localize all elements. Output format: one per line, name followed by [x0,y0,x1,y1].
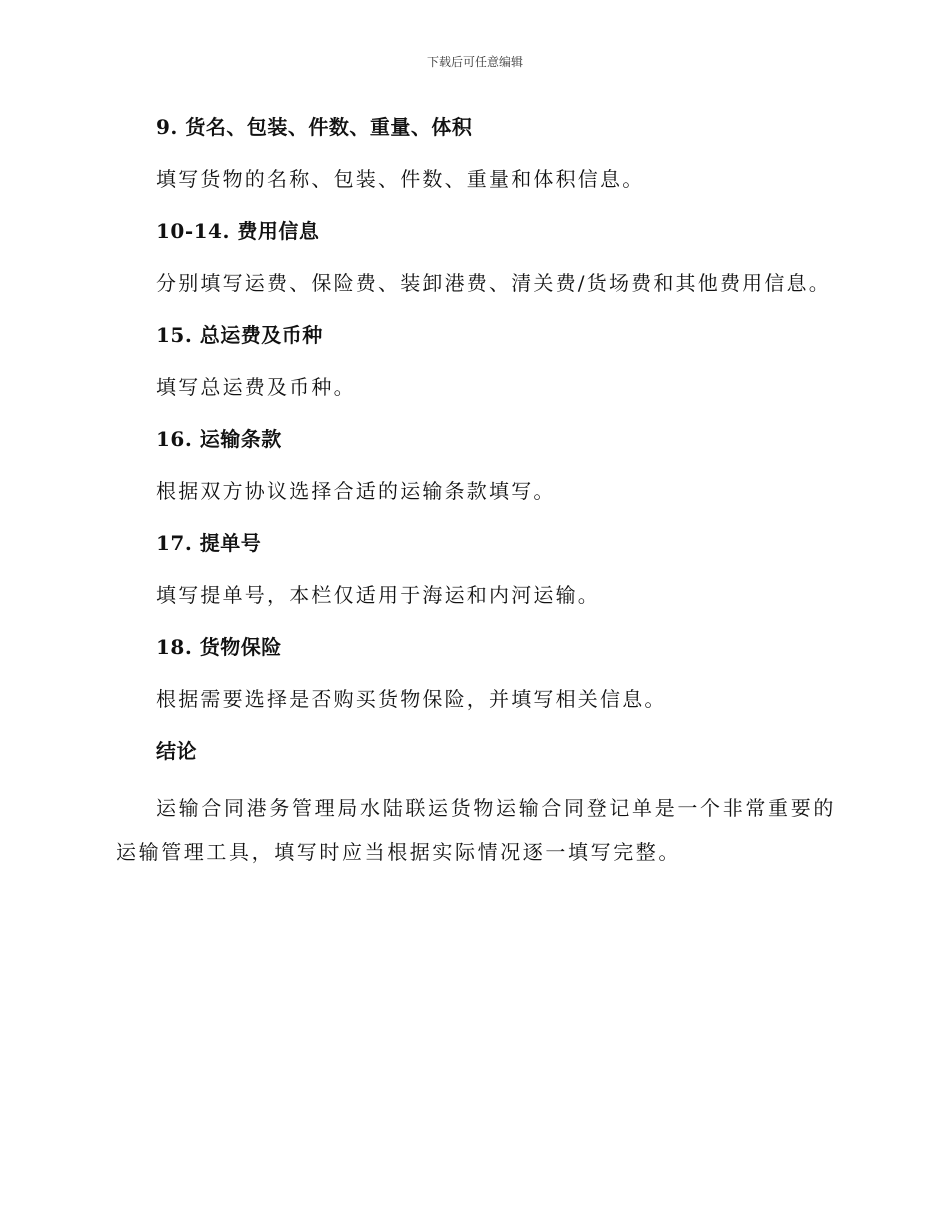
section-body-18: 根据需要选择是否购买货物保险，并填写相关信息。 [156,687,667,711]
section-body-10-14: 分别填写运费、保险费、装卸港费、清关费/货场费和其他费用信息。 [156,271,831,295]
section-body-9: 填写货物的名称、包装、件数、重量和体积信息。 [156,167,645,191]
section-heading-17: 17. 提单号 [156,531,262,555]
section-heading-16: 16. 运输条款 [156,427,282,451]
page-header: 下载后可任意编辑 [426,55,523,69]
section-heading-18: 18. 货物保险 [156,635,282,659]
section-heading-9: 9. 货名、包装、件数、重量、体积 [156,115,473,139]
section-body-15: 填写总运费及币种。 [156,375,356,399]
section-body-17: 填写提单号，本栏仅适用于海运和内河运输。 [156,583,600,607]
conclusion-body: 运输合同港务管理局水陆联运货物运输合同登记单是一个非常重要的运输管理工具，填写时应当根据实际情况逐一填写完整。 [116,796,836,864]
document-content [116,110,836,874]
conclusion-heading: 结论 [156,739,197,763]
section-heading-15: 15. 总运费及币种 [156,323,323,347]
section-heading-10-14: 10-14. 费用信息 [156,219,320,243]
section-body-16: 根据双方协议选择合适的运输条款填写。 [156,479,556,503]
